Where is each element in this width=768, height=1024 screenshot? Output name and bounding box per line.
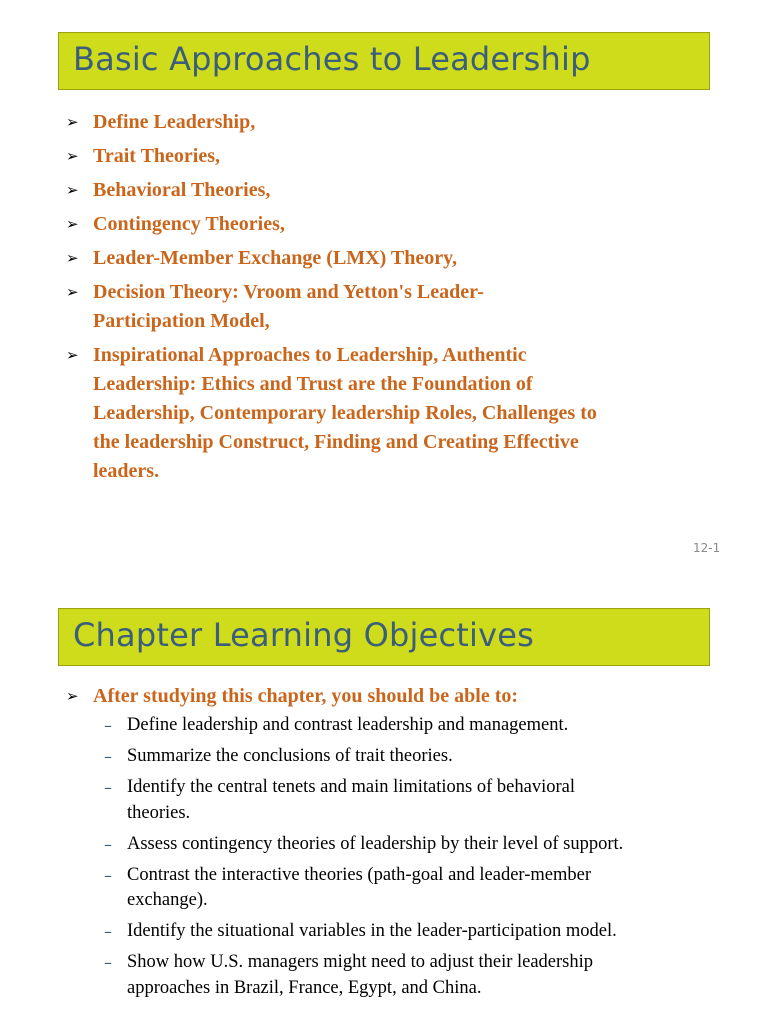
topic-text: Define Leadership,	[93, 111, 256, 133]
topic-text: Leader-Member Exchange (LMX) Theory,	[93, 247, 458, 269]
objective-item	[103, 863, 726, 914]
objective-text-line: theories.	[127, 802, 191, 823]
intro-item	[66, 682, 716, 1001]
objective-text-line: Identify the situational variables in the leader-participation model.	[127, 921, 617, 941]
topic-text-line: Participation Model,	[93, 310, 270, 332]
dash-bullet-icon: –	[104, 865, 112, 885]
topic-item	[66, 176, 716, 205]
objective-text-line: Define leadership and contrast leadership and management.	[127, 715, 569, 735]
objective-item	[103, 919, 726, 945]
dash-bullet-icon: –	[104, 922, 112, 941]
objective-text-line: Show how U.S. managers might need to adjust their leadership	[127, 952, 594, 972]
objective-item	[103, 950, 726, 1001]
arrowhead-bullet-icon: ➢	[66, 215, 79, 233]
topic-item	[66, 142, 716, 171]
arrowhead-bullet-icon: ➢	[66, 147, 79, 165]
objective-item	[103, 744, 726, 770]
arrowhead-bullet-icon: ➢	[66, 283, 79, 301]
topic-text: Behavioral Theories,	[93, 179, 271, 201]
objective-text-line: Assess contingency theories of leadership by their level of support.	[127, 833, 624, 854]
arrowhead-bullet-icon: ➢	[66, 113, 79, 131]
slide-title: Chapter Learning Objectives	[73, 616, 535, 654]
topic-item	[66, 244, 716, 273]
slide-title-banner	[58, 32, 710, 90]
dash-bullet-icon: –	[104, 747, 112, 766]
dash-bullet-icon: –	[104, 834, 112, 854]
objective-item	[103, 775, 726, 826]
arrowhead-bullet-icon: ➢	[66, 181, 79, 199]
dash-bullet-icon: –	[104, 953, 112, 972]
topic-text: Trait Theories,	[93, 145, 221, 167]
slide-title: Basic Approaches to Leadership	[73, 40, 591, 78]
intro-text: After studying this chapter, you should be able to:	[93, 685, 519, 707]
topic-text-line: Decision Theory: Vroom and Yetton's Leader-	[93, 281, 484, 303]
objective-sublist	[103, 713, 726, 1001]
objective-text-line: exchange).	[127, 890, 208, 910]
topic-item	[66, 278, 716, 336]
arrowhead-bullet-icon: ➢	[66, 346, 79, 364]
dash-bullet-icon: –	[104, 716, 112, 735]
arrowhead-bullet-icon: ➢	[66, 687, 79, 705]
slide-title-banner	[58, 608, 710, 666]
slide-number: 12-1	[693, 541, 721, 555]
slide-learning-objectives	[0, 576, 768, 1024]
objective-item	[103, 713, 726, 739]
topic-item	[66, 108, 716, 137]
topic-text-line: Leadership: Ethics and Trust are the Foundation of	[93, 373, 533, 395]
objectives-list	[66, 682, 716, 1007]
objective-text-line: approaches in Brazil, France, Egypt, and China.	[127, 977, 482, 998]
topic-text-line: Inspirational Approaches to Leadership, Authentic	[93, 344, 527, 366]
objective-item	[103, 832, 726, 858]
objective-text-line: Contrast the interactive theories (path-goal and leader-member	[127, 864, 591, 885]
topic-item	[66, 341, 716, 486]
topic-list	[66, 108, 716, 491]
topic-text-line: the leadership Construct, Finding and Creating Effective	[93, 431, 579, 453]
topic-item	[66, 210, 716, 239]
topic-text-line: Leadership, Contemporary leadership Roles, Challenges to	[93, 402, 597, 424]
objective-text-line: Summarize the conclusions of trait theories.	[127, 746, 453, 766]
dash-bullet-icon: –	[104, 778, 112, 797]
objective-text-line: Identify the central tenets and main limitations of behavioral	[127, 777, 575, 797]
arrowhead-bullet-icon: ➢	[66, 249, 79, 267]
topic-text: Contingency Theories,	[93, 213, 285, 235]
topic-text-line: leaders.	[93, 460, 160, 482]
